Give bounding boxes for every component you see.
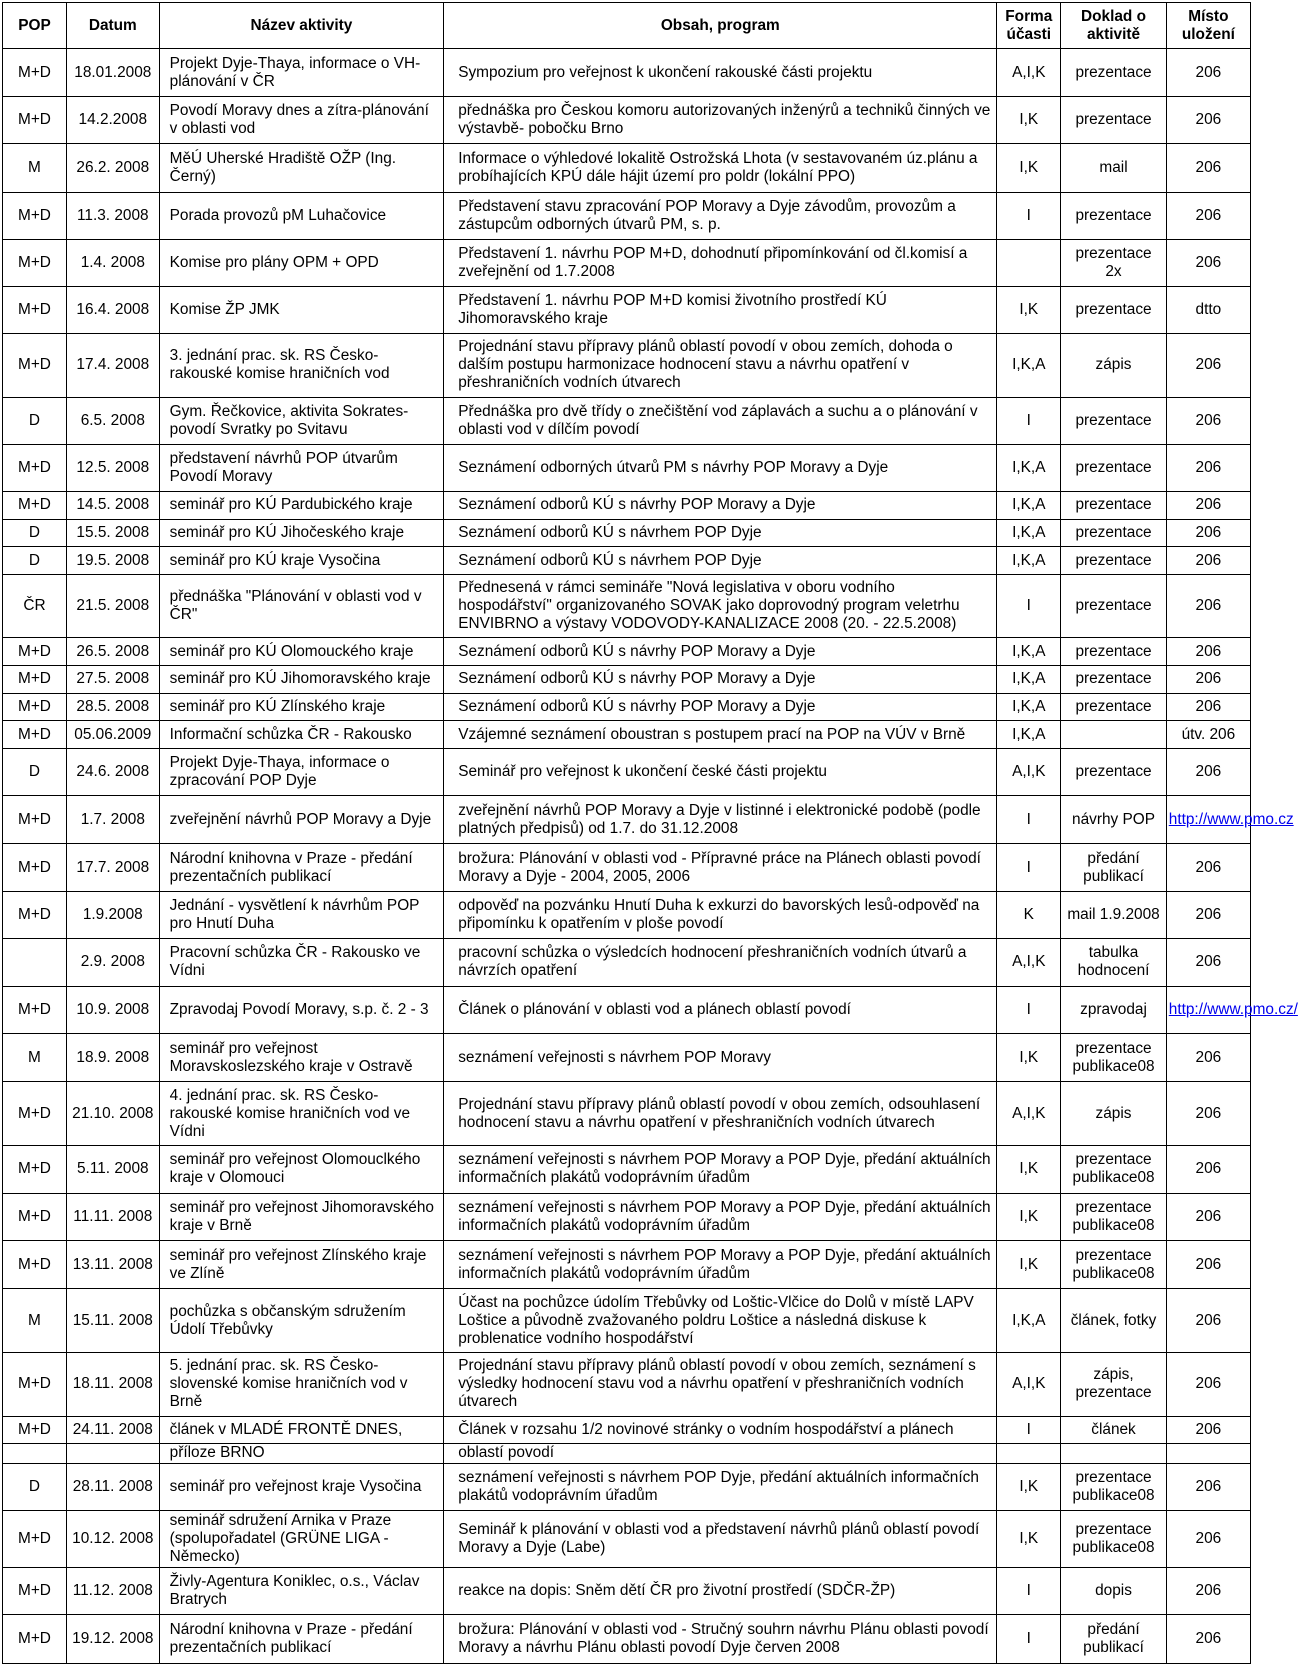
table-row: [3, 796, 1251, 844]
cell-datum: 16.4. 2008: [66, 286, 159, 333]
cell-obsah: odpověď na pozvánku Hnutí Duha k exkurzi do bavorských lesů-odpověď na připomínku k opatřením v ploše povodí: [444, 891, 997, 938]
cell-datum: 6.5. 2008: [66, 397, 159, 444]
cell-nazev: pochůzka s občanským sdružením Údolí Třebůvky: [159, 1289, 444, 1353]
table-row: [3, 519, 1251, 547]
cell-datum: 1.9.2008: [66, 891, 159, 938]
cell-nazev: Projekt Dyje-Thaya, informace o VH-plánování v ČR: [159, 49, 444, 97]
cell-misto: 206: [1166, 693, 1250, 721]
cell-forma: I: [997, 844, 1061, 891]
cell-misto: 206: [1166, 1463, 1250, 1510]
cell-nazev: seminář pro KÚ Zlínského kraje: [159, 693, 444, 721]
cell-doklad: prezentace: [1061, 97, 1167, 144]
cell-forma: I,K,A: [997, 334, 1061, 398]
cell-pop: M+D: [3, 666, 67, 694]
cell-obsah: Seznámení odborů KÚ s návrhem POP Dyje: [444, 519, 997, 547]
cell-datum: 10.9. 2008: [66, 986, 159, 1033]
cell-doklad: prezentace publikace08: [1061, 1194, 1167, 1241]
cell-nazev: seminář pro veřejnost Zlínského kraje ve Zlíně: [159, 1241, 444, 1289]
cell-pop: ČR: [3, 574, 67, 638]
cell-obsah: Informace o výhledové lokalitě Ostrožská Lhota (v sestavovaném úz.plánu a probíhajících KPÚ dále hájit území pro poldr (lokální PPO): [444, 144, 997, 192]
cell-datum: 24.11. 2008: [66, 1416, 159, 1444]
cell-obsah: seznámení veřejnosti s návrhem POP Moravy a POP Dyje, předání aktuálních informačních plakátů vodoprávním úřadům: [444, 1241, 997, 1289]
cell-nazev: představení návrhů POP útvarům Povodí Moravy: [159, 444, 444, 491]
cell-forma: I,K: [997, 1145, 1061, 1193]
cell-doklad: prezentace publikace08: [1061, 1034, 1167, 1082]
location-link[interactable]: http://www.pmo.cz/: [1168, 1001, 1298, 1019]
cell-misto: 206: [1166, 192, 1250, 239]
cell-obsah: Přednáška pro dvě třídy o znečištění vod záplavách a suchu a o plánování v oblasti vod v dílčím povodí: [444, 397, 997, 444]
cell-misto: [1166, 1444, 1250, 1463]
cell-forma: I,K,A: [997, 519, 1061, 547]
cell-misto: 206: [1166, 239, 1250, 286]
cell-nazev: seminář sdružení Arnika v Praze (spolupořadatel (GRÜNE LIGA - Německo): [159, 1510, 444, 1567]
cell-misto: 206: [1166, 1510, 1250, 1567]
cell-pop: M+D: [3, 491, 67, 519]
cell-doklad: prezentace: [1061, 286, 1167, 333]
cell-obsah: Seznámení odborných útvarů PM s návrhy POP Moravy a Dyje: [444, 444, 997, 491]
cell-forma: I,K: [997, 286, 1061, 333]
table-row: [3, 192, 1251, 239]
cell-doklad: zápis: [1061, 334, 1167, 398]
cell-forma: I,K: [997, 1241, 1061, 1289]
cell-nazev: Jednání - vysvětlení k návrhům POP pro Hnutí Duha: [159, 891, 444, 938]
cell-misto: 206: [1166, 397, 1250, 444]
header-forma: Forma účasti: [997, 3, 1061, 49]
cell-datum: 1.7. 2008: [66, 796, 159, 844]
cell-obsah: Článek o plánování v oblasti vod a plánech oblastí povodí: [444, 986, 997, 1033]
cell-misto: 206: [1166, 49, 1250, 97]
cell-pop: M+D: [3, 1241, 67, 1289]
cell-forma: I: [997, 574, 1061, 638]
table-row: [3, 638, 1251, 666]
cell-datum: 15.5. 2008: [66, 519, 159, 547]
cell-obsah: Seznámení odborů KÚ s návrhem POP Dyje: [444, 547, 997, 575]
cell-misto: 206: [1166, 666, 1250, 694]
cell-obsah: Článek v rozsahu 1/2 novinové stránky o vodním hospodářství a plánech: [444, 1416, 997, 1444]
cell-datum: 11.11. 2008: [66, 1194, 159, 1241]
cell-obsah: Seznámení odborů KÚ s návrhy POP Moravy a Dyje: [444, 491, 997, 519]
cell-doklad: prezentace: [1061, 574, 1167, 638]
cell-datum: 19.12. 2008: [66, 1615, 159, 1664]
cell-pop: M: [3, 144, 67, 192]
cell-misto: [1166, 796, 1294, 844]
cell-obsah: Sympozium pro veřejnost k ukončení rakouské části projektu: [444, 49, 997, 97]
cell-pop: M+D: [3, 49, 67, 97]
cell-doklad: zápis: [1061, 1082, 1167, 1146]
cell-misto: 206: [1166, 1289, 1250, 1353]
cell-misto: dtto: [1166, 286, 1250, 333]
cell-obsah: Seminář pro veřejnost k ukončení české části projektu: [444, 749, 997, 796]
cell-forma: I,K,A: [997, 444, 1061, 491]
cell-datum: 11.12. 2008: [66, 1568, 159, 1615]
cell-pop: M: [3, 1289, 67, 1353]
cell-pop: D: [3, 749, 67, 796]
table-row: [3, 986, 1251, 1033]
cell-obsah: brožura: Plánování v oblasti vod - Přípravné práce na Plánech oblasti povodí Moravy a Dyje - 2004, 2005, 2006: [444, 844, 997, 891]
cell-forma: I,K: [997, 97, 1061, 144]
cell-doklad: zpravodaj: [1061, 986, 1167, 1033]
cell-nazev: Zpravodaj Povodí Moravy, s.p. č. 2 - 3: [159, 986, 444, 1033]
cell-forma: A,I,K: [997, 938, 1061, 986]
cell-nazev: 4. jednání prac. sk. RS Česko-rakouské komise hraničních vod ve Vídni: [159, 1082, 444, 1146]
cell-datum: 12.5. 2008: [66, 444, 159, 491]
table-row: [3, 1416, 1251, 1444]
cell-obsah: Projednání stavu přípravy plánů oblastí povodí v obou zemích, odsouhlasení hodnocení stavu a návrhu opatření v přeshraničních vodních útvarech: [444, 1082, 997, 1146]
cell-forma: I,K: [997, 1194, 1061, 1241]
cell-nazev: seminář pro veřejnost Moravskoslezského kraje v Ostravě: [159, 1034, 444, 1082]
cell-misto: 206: [1166, 938, 1250, 986]
cell-pop: M+D: [3, 638, 67, 666]
cell-forma: I: [997, 1416, 1061, 1444]
table-row: [3, 491, 1251, 519]
cell-forma: A,I,K: [997, 749, 1061, 796]
cell-nazev: Povodí Moravy dnes a zítra-plánování v oblasti vod: [159, 97, 444, 144]
cell-pop: M+D: [3, 1416, 67, 1444]
cell-datum: 24.6. 2008: [66, 749, 159, 796]
cell-misto: 206: [1166, 547, 1250, 575]
cell-datum: 28.11. 2008: [66, 1463, 159, 1510]
cell-forma: I,K,A: [997, 547, 1061, 575]
cell-misto: 206: [1166, 1145, 1250, 1193]
table-row: [3, 1463, 1251, 1510]
cell-obsah: Účast na pochůzce údolím Třebůvky od Loštic-Vlčice do Dolů v místě LAPV Loštice a původně zvažovaného poldru Loštice a následná diskuse k problenatice vodního hospodářství: [444, 1289, 997, 1353]
cell-obsah: reakce na dopis: Sněm dětí ČR pro životní prostředí (SDČR-ŽP): [444, 1568, 997, 1615]
cell-obsah: Vzájemné seznámení oboustran s postupem prací na POP na VÚV v Brně: [444, 721, 997, 749]
cell-obsah: Představení stavu zpracování POP Moravy a Dyje závodům, provozům a zástupcům odborných útvarů PM, s. p.: [444, 192, 997, 239]
cell-obsah: seznámení veřejnosti s návrhem POP Moravy a POP Dyje, předání aktuálních informačních plakátů vodoprávním úřadům: [444, 1145, 997, 1193]
table-row: [3, 1194, 1251, 1241]
cell-datum: 15.11. 2008: [66, 1289, 159, 1353]
cell-misto: 206: [1166, 638, 1250, 666]
cell-datum: 26.5. 2008: [66, 638, 159, 666]
cell-forma: I: [997, 986, 1061, 1033]
cell-datum: 21.10. 2008: [66, 1082, 159, 1146]
cell-misto: 206: [1166, 1568, 1250, 1615]
cell-pop: M+D: [3, 1615, 67, 1664]
cell-doklad: [1061, 721, 1167, 749]
cell-nazev: seminář pro KÚ Pardubického kraje: [159, 491, 444, 519]
cell-nazev: MěÚ Uherské Hradiště OŽP (Ing. Černý): [159, 144, 444, 192]
cell-nazev: Národní knihovna v Praze - předání prezentačních publikací: [159, 844, 444, 891]
cell-datum: 1.4. 2008: [66, 239, 159, 286]
table-row: [3, 144, 1251, 192]
cell-obsah: pracovní schůzka o výsledcích hodnocení přeshraničních vodních útvarů a návrzích opatření: [444, 938, 997, 986]
header-doklad: Doklad o aktivitě: [1061, 3, 1167, 49]
cell-doklad: prezentace: [1061, 547, 1167, 575]
cell-forma: I,K: [997, 1034, 1061, 1082]
cell-misto: 206: [1166, 1082, 1250, 1146]
cell-misto: 206: [1166, 1416, 1250, 1444]
table-row: [3, 1082, 1251, 1146]
cell-doklad: předání publikací: [1061, 1615, 1167, 1664]
table-row: [3, 1145, 1251, 1193]
table-row: [3, 1444, 1251, 1463]
cell-datum: 27.5. 2008: [66, 666, 159, 694]
cell-nazev: Porada provozů pM Luhačovice: [159, 192, 444, 239]
table-row: [3, 844, 1251, 891]
table-row: [3, 938, 1251, 986]
cell-forma: I: [997, 397, 1061, 444]
cell-datum: 28.5. 2008: [66, 693, 159, 721]
cell-obsah: Projednání stavu přípravy plánů oblastí povodí v obou zemích, seznámení s výsledky hodnocení stavu vod a návrhu opatření v přeshraničních vodních útvarech: [444, 1352, 997, 1416]
cell-doklad: prezentace: [1061, 397, 1167, 444]
cell-pop: M+D: [3, 1145, 67, 1193]
cell-pop: [3, 1444, 67, 1463]
cell-datum: 14.5. 2008: [66, 491, 159, 519]
table-row: [3, 574, 1251, 638]
cell-doklad: prezentace 2x: [1061, 239, 1167, 286]
cell-pop: D: [3, 1463, 67, 1510]
cell-doklad: prezentace: [1061, 638, 1167, 666]
cell-nazev: Komise pro plány OPM + OPD: [159, 239, 444, 286]
cell-datum: 18.9. 2008: [66, 1034, 159, 1082]
table-row: [3, 749, 1251, 796]
cell-datum: 19.5. 2008: [66, 547, 159, 575]
cell-forma: [997, 1444, 1061, 1463]
cell-misto: 206: [1166, 1352, 1250, 1416]
cell-nazev: seminář pro veřejnost Olomouclkého kraje v Olomouci: [159, 1145, 444, 1193]
cell-pop: M+D: [3, 1194, 67, 1241]
cell-pop: M+D: [3, 796, 67, 844]
cell-obsah: brožura: Plánování v oblasti vod - Stručný souhrn návrhu Plánu oblasti povodí Moravy a návrhu Plánu oblasti povodí Dyje červen 2008: [444, 1615, 997, 1664]
cell-pop: M+D: [3, 1082, 67, 1146]
cell-doklad: prezentace publikace08: [1061, 1145, 1167, 1193]
cell-forma: A,I,K: [997, 49, 1061, 97]
cell-doklad: prezentace: [1061, 693, 1167, 721]
table-row: [3, 1289, 1251, 1353]
cell-obsah: oblastí povodí: [444, 1444, 997, 1463]
cell-forma: I: [997, 796, 1061, 844]
cell-forma: I: [997, 1568, 1061, 1615]
cell-misto: 206: [1166, 491, 1250, 519]
cell-obsah: Představení 1. návrhu POP M+D komisi životního prostředí KÚ Jihomoravského kraje: [444, 286, 997, 333]
cell-doklad: předání publikací: [1061, 844, 1167, 891]
cell-misto: 206: [1166, 444, 1250, 491]
cell-datum: 14.2.2008: [66, 97, 159, 144]
header-misto: Místo uložení: [1166, 3, 1250, 49]
cell-doklad: prezentace: [1061, 444, 1167, 491]
cell-pop: D: [3, 397, 67, 444]
cell-misto: 206: [1166, 1615, 1250, 1664]
cell-forma: I,K,A: [997, 638, 1061, 666]
cell-doklad: zápis, prezentace: [1061, 1352, 1167, 1416]
cell-misto: 206: [1166, 574, 1250, 638]
cell-forma: I: [997, 192, 1061, 239]
cell-pop: M+D: [3, 721, 67, 749]
table-row: [3, 721, 1251, 749]
table-row: [3, 334, 1251, 398]
cell-misto: 206: [1166, 891, 1250, 938]
cell-obsah: přednáška pro Českou komoru autorizovaných inženýrů a techniků činných ve výstavbě- pobočku Brno: [444, 97, 997, 144]
cell-obsah: Seminář k plánování v oblasti vod a představení návrhů plánů oblastí povodí Moravy a Dyje (Labe): [444, 1510, 997, 1567]
header-nazev: Název aktivity: [159, 3, 444, 49]
location-link[interactable]: http://www.pmo.cz: [1168, 810, 1294, 828]
cell-forma: I,K: [997, 1463, 1061, 1510]
cell-doklad: mail: [1061, 144, 1167, 192]
cell-doklad: prezentace: [1061, 491, 1167, 519]
cell-datum: 13.11. 2008: [66, 1241, 159, 1289]
cell-pop: D: [3, 547, 67, 575]
header-pop: POP: [3, 3, 67, 49]
cell-pop: M+D: [3, 97, 67, 144]
table-row: [3, 286, 1251, 333]
cell-obsah: Seznámení odborů KÚ s návrhy POP Moravy a Dyje: [444, 666, 997, 694]
cell-nazev: seminář pro KÚ Olomouckého kraje: [159, 638, 444, 666]
cell-nazev: článek v MLADÉ FRONTĚ DNES,: [159, 1416, 444, 1444]
cell-datum: 18.01.2008: [66, 49, 159, 97]
cell-pop: [3, 938, 67, 986]
table-row: [3, 1568, 1251, 1615]
cell-datum: 17.7. 2008: [66, 844, 159, 891]
cell-nazev: přednáška "Plánování v oblasti vod v ČR": [159, 574, 444, 638]
cell-misto: [1166, 986, 1298, 1033]
table-row: [3, 891, 1251, 938]
cell-nazev: Pracovní schůzka ČR - Rakousko ve Vídni: [159, 938, 444, 986]
cell-pop: M+D: [3, 891, 67, 938]
cell-obsah: zveřejnění návrhů POP Moravy a Dyje v listinné i elektronické podobě (podle platných předpisů) od 1.7. do 31.12.2008: [444, 796, 997, 844]
table-row: [3, 1510, 1251, 1567]
table-row: [3, 397, 1251, 444]
cell-misto: 206: [1166, 519, 1250, 547]
table-row: [3, 666, 1251, 694]
cell-pop: M+D: [3, 986, 67, 1033]
cell-pop: M+D: [3, 192, 67, 239]
table-row: [3, 1615, 1251, 1664]
table-row: [3, 239, 1251, 286]
header-obsah: Obsah, program: [444, 3, 997, 49]
cell-obsah: seznámení veřejnosti s návrhem POP Moravy a POP Dyje, předání aktuálních informačních plakátů vodoprávním úřadům: [444, 1194, 997, 1241]
cell-doklad: prezentace publikace08: [1061, 1510, 1167, 1567]
cell-nazev: seminář pro KÚ Jihočeského kraje: [159, 519, 444, 547]
header-datum: Datum: [66, 3, 159, 49]
cell-misto: 206: [1166, 1034, 1250, 1082]
cell-pop: M+D: [3, 1568, 67, 1615]
cell-misto: 206: [1166, 97, 1250, 144]
cell-pop: M+D: [3, 444, 67, 491]
cell-misto: 206: [1166, 1241, 1250, 1289]
cell-forma: A,I,K: [997, 1082, 1061, 1146]
cell-doklad: prezentace: [1061, 49, 1167, 97]
cell-datum: 26.2. 2008: [66, 144, 159, 192]
cell-doklad: prezentace: [1061, 519, 1167, 547]
cell-forma: I: [997, 1615, 1061, 1664]
cell-nazev: seminář pro KÚ Jihomoravského kraje: [159, 666, 444, 694]
cell-obsah: seznámení veřejnosti s návrhem POP Dyje, předání aktuálních informačních plakátů vodoprávním úřadům: [444, 1463, 997, 1510]
cell-datum: 05.06.2009: [66, 721, 159, 749]
cell-forma: I,K: [997, 1510, 1061, 1567]
cell-datum: 18.11. 2008: [66, 1352, 159, 1416]
cell-forma: I,K,A: [997, 693, 1061, 721]
cell-nazev: 5. jednání prac. sk. RS Česko-slovenské komise hraničních vod v Brně: [159, 1352, 444, 1416]
cell-pop: D: [3, 519, 67, 547]
cell-misto: 206: [1166, 844, 1250, 891]
cell-forma: I,K,A: [997, 491, 1061, 519]
cell-nazev: Národní knihovna v Praze - předání prezentačních publikací: [159, 1615, 444, 1664]
cell-nazev: Živly-Agentura Koniklec, o.s., Václav Bratrych: [159, 1568, 444, 1615]
cell-doklad: mail 1.9.2008: [1061, 891, 1167, 938]
cell-forma: I,K,A: [997, 666, 1061, 694]
cell-doklad: [1061, 1444, 1167, 1463]
cell-doklad: prezentace publikace08: [1061, 1463, 1167, 1510]
cell-datum: 5.11. 2008: [66, 1145, 159, 1193]
cell-pop: M+D: [3, 1510, 67, 1567]
cell-datum: 21.5. 2008: [66, 574, 159, 638]
cell-nazev: seminář pro veřejnost Jihomoravského kraje v Brně: [159, 1194, 444, 1241]
cell-misto: 206: [1166, 144, 1250, 192]
cell-doklad: dopis: [1061, 1568, 1167, 1615]
cell-forma: K: [997, 891, 1061, 938]
cell-nazev: seminář pro veřejnost kraje Vysočina: [159, 1463, 444, 1510]
cell-nazev: seminář pro KÚ kraje Vysočina: [159, 547, 444, 575]
cell-nazev: Komise ŽP JMK: [159, 286, 444, 333]
table-row: [3, 547, 1251, 575]
cell-misto: 206: [1166, 1194, 1250, 1241]
cell-datum: [66, 1444, 159, 1463]
cell-doklad: návrhy POP: [1061, 796, 1167, 844]
cell-obsah: Projednání stavu přípravy plánů oblastí povodí v obou zemích, dohoda o dalším postupu harmonizace hodnocení stavu a návrhu opatření v přeshraničních vodních útvarech: [444, 334, 997, 398]
table-row: [3, 444, 1251, 491]
cell-pop: M+D: [3, 844, 67, 891]
cell-doklad: prezentace: [1061, 749, 1167, 796]
cell-nazev: Informační schůzka ČR - Rakousko: [159, 721, 444, 749]
cell-forma: A,I,K: [997, 1352, 1061, 1416]
cell-pop: M: [3, 1034, 67, 1082]
cell-pop: M+D: [3, 693, 67, 721]
cell-nazev: Projekt Dyje-Thaya, informace o zpracování POP Dyje: [159, 749, 444, 796]
cell-obsah: seznámení veřejnosti s návrhem POP Moravy: [444, 1034, 997, 1082]
cell-misto: 206: [1166, 334, 1250, 398]
table-row: [3, 693, 1251, 721]
cell-nazev: zveřejnění návrhů POP Moravy a Dyje: [159, 796, 444, 844]
cell-obsah: Představení 1. návrhu POP M+D, dohodnutí připomínkování od čl.komisí a zveřejnění od 1.7.2008: [444, 239, 997, 286]
cell-doklad: prezentace: [1061, 666, 1167, 694]
cell-datum: 17.4. 2008: [66, 334, 159, 398]
cell-doklad: tabulka hodnocení: [1061, 938, 1167, 986]
table-row: [3, 49, 1251, 97]
cell-obsah: Seznámení odborů KÚ s návrhy POP Moravy a Dyje: [444, 638, 997, 666]
cell-pop: M+D: [3, 334, 67, 398]
cell-misto: útv. 206: [1166, 721, 1250, 749]
cell-pop: M+D: [3, 286, 67, 333]
cell-pop: M+D: [3, 239, 67, 286]
cell-misto: 206: [1166, 749, 1250, 796]
cell-nazev: 3. jednání prac. sk. RS Česko-rakouské komise hraničních vod: [159, 334, 444, 398]
cell-forma: I,K,A: [997, 1289, 1061, 1353]
cell-nazev: Gym. Řečkovice, aktivita Sokrates-povodí Svratky po Svitavu: [159, 397, 444, 444]
cell-doklad: prezentace: [1061, 192, 1167, 239]
table-row: [3, 1034, 1251, 1082]
cell-datum: 11.3. 2008: [66, 192, 159, 239]
cell-doklad: článek: [1061, 1416, 1167, 1444]
cell-forma: I,K: [997, 144, 1061, 192]
cell-nazev: příloze BRNO: [159, 1444, 444, 1463]
cell-forma: [997, 239, 1061, 286]
table-row: [3, 1352, 1251, 1416]
cell-obsah: Seznámení odborů KÚ s návrhy POP Moravy a Dyje: [444, 693, 997, 721]
activities-table: [2, 2, 1298, 1664]
cell-datum: 10.12. 2008: [66, 1510, 159, 1567]
table-row: [3, 1241, 1251, 1289]
header-row: [3, 3, 1251, 49]
cell-datum: 2.9. 2008: [66, 938, 159, 986]
cell-pop: M+D: [3, 1352, 67, 1416]
cell-forma: I,K,A: [997, 721, 1061, 749]
cell-doklad: prezentace publikace08: [1061, 1241, 1167, 1289]
cell-doklad: článek, fotky: [1061, 1289, 1167, 1353]
table-row: [3, 97, 1251, 144]
cell-obsah: Přednesená v rámci semináře "Nová legislativa v oboru vodního hospodářství" organizovaného SOVAK jako doprovodný program veletrhu ENVIBRNO a výstavy VODOVODY-KANALIZACE 2008 (20. - 22.5.2008): [444, 574, 997, 638]
